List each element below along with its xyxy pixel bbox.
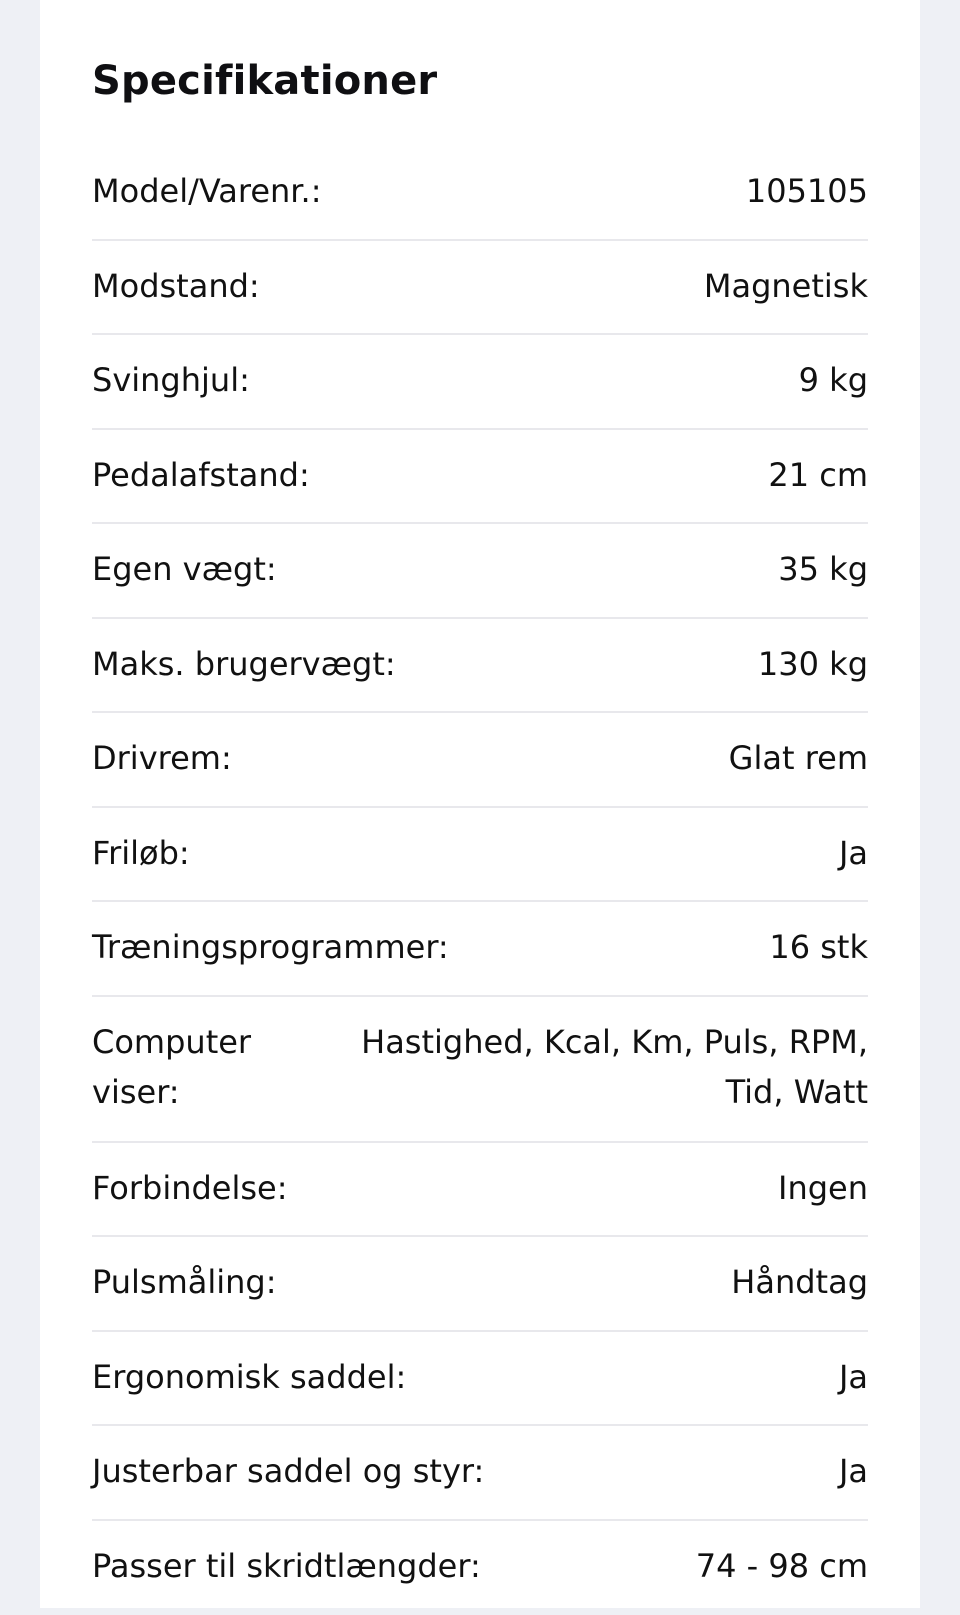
- spec-value: 74 - 98 cm: [481, 1541, 868, 1591]
- spec-label: Forbindelse:: [92, 1163, 288, 1213]
- page-title: Specifikationer: [92, 0, 868, 120]
- spec-value: 9 kg: [250, 355, 868, 405]
- spec-value: Ja: [484, 1446, 868, 1496]
- spec-value: 130 kg: [396, 639, 868, 689]
- spec-row-resistance: [92, 241, 868, 336]
- spec-row-own-weight: [92, 524, 868, 619]
- spec-value: Ingen: [288, 1163, 868, 1213]
- spec-label: Modstand:: [92, 261, 260, 311]
- spec-label: Model/Varenr.:: [92, 166, 321, 216]
- spec-row-flywheel: [92, 335, 868, 430]
- spec-label: Justerbar saddel og styr:: [92, 1446, 484, 1496]
- spec-row-max-user-weight: [92, 619, 868, 714]
- spec-value: 105105: [321, 166, 868, 216]
- spec-label: Egen vægt:: [92, 544, 277, 594]
- spec-label: Træningsprogrammer:: [92, 922, 449, 972]
- spec-value: Magnetisk: [260, 261, 868, 311]
- spec-row-freewheel: [92, 808, 868, 903]
- spec-label: Ergonomisk saddel:: [92, 1352, 406, 1402]
- spec-label: Computer viser:: [92, 1017, 282, 1117]
- spec-row-inseam: [92, 1521, 868, 1615]
- spec-row-drive-belt: [92, 713, 868, 808]
- spec-label: Pedalafstand:: [92, 450, 310, 500]
- spec-row-adjustable-saddle: [92, 1426, 868, 1521]
- spec-label: Passer til skridtlængder:: [92, 1541, 481, 1591]
- spec-row-pedal-distance: [92, 430, 868, 525]
- spec-row-ergonomic-saddle: [92, 1332, 868, 1427]
- spec-label: Pulsmåling:: [92, 1257, 277, 1307]
- spec-value: Ja: [190, 828, 868, 878]
- spec-value: Ja: [406, 1352, 868, 1402]
- spec-row-pulse-measurement: [92, 1237, 868, 1332]
- spec-value: 16 stk: [449, 922, 868, 972]
- spec-row-training-programs: [92, 902, 868, 997]
- spec-value: Hastighed, Kcal, Km, Puls, RPM, Tid, Watt: [282, 1017, 868, 1117]
- specifications-card: [40, 0, 920, 1608]
- spec-value: Håndtag: [277, 1257, 868, 1307]
- spec-row-connection: [92, 1143, 868, 1238]
- spec-label: Friløb:: [92, 828, 190, 878]
- spec-row-computer-display: [92, 997, 868, 1143]
- spec-label: Svinghjul:: [92, 355, 250, 405]
- spec-value: 35 kg: [277, 544, 868, 594]
- spec-value: Glat rem: [232, 733, 868, 783]
- spec-list: [92, 146, 868, 1615]
- spec-row-model: [92, 146, 868, 241]
- spec-label: Maks. brugervægt:: [92, 639, 396, 689]
- spec-label: Drivrem:: [92, 733, 232, 783]
- spec-value: 21 cm: [310, 450, 868, 500]
